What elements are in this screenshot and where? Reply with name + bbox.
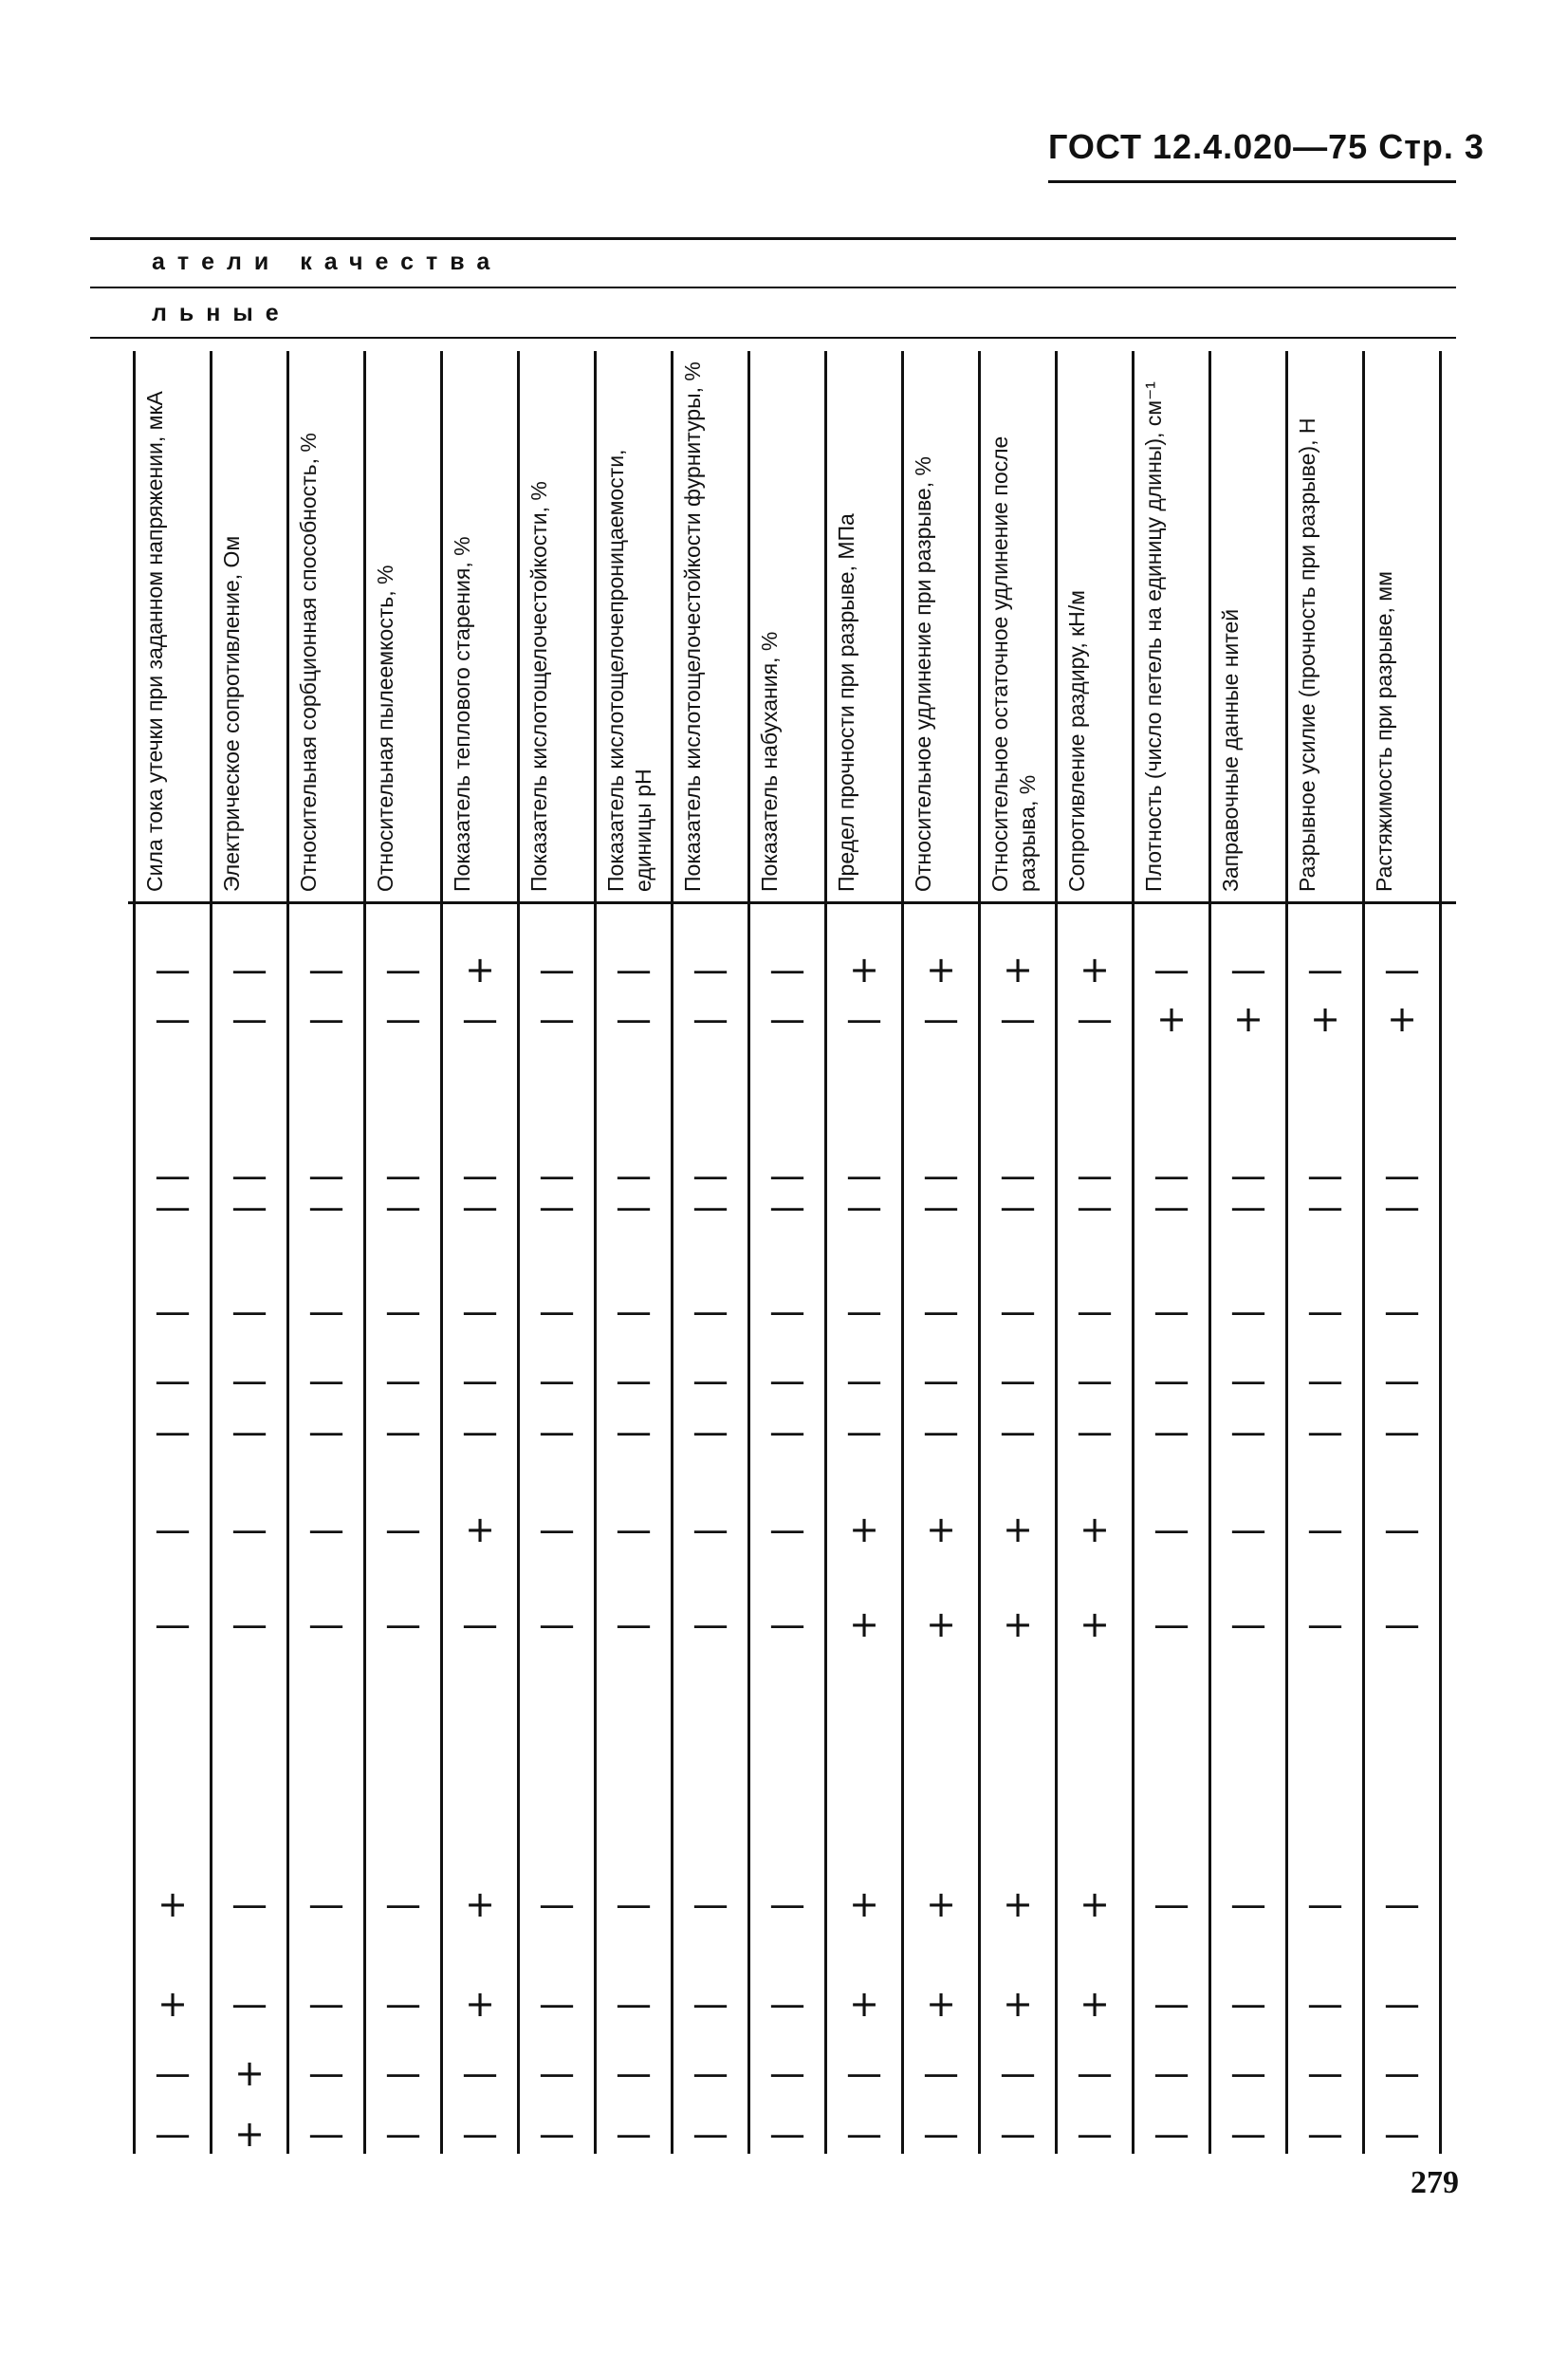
table-cell: + (465, 1509, 495, 1550)
table-cell: — (385, 1883, 421, 1925)
table-cell: + (1079, 949, 1110, 991)
column-rule (286, 351, 289, 2154)
table-cell: — (155, 1509, 191, 1550)
table-cell: — (308, 1290, 344, 1332)
table-cell: — (231, 1603, 267, 1645)
table-cell: — (385, 998, 421, 1040)
column-rule (747, 351, 750, 2154)
column-header-label: Предел прочности при разрыве, МПа (834, 513, 858, 892)
table-cell: — (616, 949, 652, 991)
table-cell: — (1307, 1603, 1343, 1645)
table-cell: + (1079, 1983, 1110, 2025)
table-cell: — (308, 2052, 344, 2094)
table-cell: — (1384, 2113, 1420, 2155)
table-cell: — (231, 1360, 267, 1401)
table-cell: — (1307, 1155, 1343, 1196)
column-header (827, 351, 903, 901)
table-cell: — (1000, 1290, 1036, 1332)
table-cell: — (539, 1155, 575, 1196)
table-cell: — (1000, 2113, 1036, 2155)
table-cell: + (849, 1509, 879, 1550)
table-cell: — (616, 1603, 652, 1645)
table-cell: — (692, 2052, 729, 2094)
table-cell: — (385, 2113, 421, 2155)
table-cell: — (308, 1155, 344, 1196)
table-cell: — (231, 1290, 267, 1332)
column-header-label: Показатель теплового старения, % (450, 536, 474, 892)
table-cell: — (539, 1983, 575, 2025)
table-cell: — (155, 1603, 191, 1645)
table-cell: — (1230, 1290, 1266, 1332)
table-cell: — (462, 1603, 498, 1645)
table-cell: — (692, 1290, 729, 1332)
column-header (1365, 351, 1441, 901)
table-cell: — (692, 2113, 729, 2155)
table-cell: — (1153, 2052, 1190, 2094)
table-cell: — (923, 1155, 959, 1196)
table-cell: — (1307, 2113, 1343, 2155)
table-cell: — (308, 1186, 344, 1228)
table-cell: — (616, 1290, 652, 1332)
table-cell: — (923, 2052, 959, 2094)
table-cell: + (1079, 1603, 1110, 1645)
group-rule-2 (90, 337, 1456, 339)
table-cell: — (1153, 1360, 1190, 1401)
table-cell: — (1384, 1603, 1420, 1645)
group-label-quality: атели качества (152, 249, 503, 275)
table-cell: — (616, 1360, 652, 1401)
table-cell: + (1310, 998, 1340, 1040)
table-cell: — (231, 1411, 267, 1453)
table-cell: — (155, 1411, 191, 1453)
table-cell: — (616, 1155, 652, 1196)
table-cell: — (1000, 1155, 1036, 1196)
table-cell: — (1153, 1983, 1190, 2025)
table-cell: + (849, 1883, 879, 1925)
table-cell: — (155, 1360, 191, 1401)
table-cell: — (846, 1360, 882, 1401)
column-header (673, 351, 749, 901)
column-rule (363, 351, 366, 2154)
table-cell: — (308, 2113, 344, 2155)
table-cell: — (1230, 1509, 1266, 1550)
table-cell: — (539, 1509, 575, 1550)
column-header-label: Сопротивление раздиру, кН/м (1064, 590, 1089, 892)
table-cell: — (1000, 1360, 1036, 1401)
table-cell: + (157, 1983, 188, 2025)
table-cell: — (1384, 1509, 1420, 1550)
table-cell: + (1003, 1883, 1033, 1925)
table-cell: — (539, 998, 575, 1040)
table-cell: — (231, 998, 267, 1040)
column-rule (824, 351, 827, 2154)
table-cell: — (616, 1411, 652, 1453)
table-cell: — (462, 998, 498, 1040)
column-header-label: Показатель набухания, % (757, 631, 782, 892)
table-cell: + (926, 949, 956, 991)
table-cell: + (849, 1983, 879, 2025)
column-header (212, 351, 288, 901)
column-rule (1285, 351, 1288, 2154)
column-header-label: Электрическое сопротивление, Ом (219, 535, 244, 892)
table-cell: + (1003, 1983, 1033, 2025)
table-cell: — (1230, 1983, 1266, 2025)
table-cell: — (1077, 1155, 1113, 1196)
table-cell: — (692, 1186, 729, 1228)
table-cell: — (1153, 1411, 1190, 1453)
table-cell: — (1230, 1603, 1266, 1645)
column-header-label: Относительная пылеемкость, % (373, 565, 397, 892)
document-title: ГОСТ 12.4.020—75 Стр. 3 (1048, 127, 1485, 166)
column-header (1134, 351, 1210, 901)
table-cell: — (308, 1360, 344, 1401)
table-cell: — (155, 1186, 191, 1228)
table-cell: — (616, 2052, 652, 2094)
column-header (1211, 351, 1287, 901)
table-cell: — (923, 1186, 959, 1228)
table-cell: + (1003, 1603, 1033, 1645)
table-cell: — (616, 2113, 652, 2155)
table-cell: — (385, 1509, 421, 1550)
group-rule-1 (90, 287, 1456, 288)
table-cell: — (769, 1411, 805, 1453)
column-header (443, 351, 519, 901)
table-cell: + (1079, 1883, 1110, 1925)
table-cell: — (385, 1186, 421, 1228)
table-cell: — (1307, 1360, 1343, 1401)
table-cell: — (385, 2052, 421, 2094)
table-cell: + (1156, 998, 1187, 1040)
table-cell: — (1077, 998, 1113, 1040)
table-cell: — (769, 949, 805, 991)
column-header-label: Показатель кислотощелочестойкости фурнитуры, % (680, 361, 705, 892)
column-rule (1439, 351, 1442, 2154)
table-cell: — (1384, 949, 1420, 991)
column-rule (978, 351, 981, 2154)
table-cell: — (231, 1155, 267, 1196)
column-header (750, 351, 826, 901)
column-rule (901, 351, 904, 2154)
table-cell: — (155, 2052, 191, 2094)
column-header (1058, 351, 1134, 901)
table-cell: — (1153, 2113, 1190, 2155)
table-cell: — (846, 1411, 882, 1453)
column-header (289, 351, 365, 901)
column-rule (1362, 351, 1365, 2154)
page-number: 279 (1411, 2165, 1459, 2200)
table-cell: — (1307, 1290, 1343, 1332)
table-cell: — (1000, 998, 1036, 1040)
table-cell: — (692, 998, 729, 1040)
header-rule (1048, 180, 1456, 183)
table-cell: — (462, 1186, 498, 1228)
table-cell: — (616, 1186, 652, 1228)
table-cell: — (308, 1411, 344, 1453)
column-header-label: Плотность (число петель на единицу длины), см⁻¹ (1141, 381, 1166, 892)
table-cell: — (1307, 1983, 1343, 2025)
table-cell: — (769, 1360, 805, 1401)
table-cell: — (692, 1603, 729, 1645)
table-cell: — (231, 1883, 267, 1925)
column-header-label: Относительная сорбционная способность, % (296, 433, 321, 892)
table-cell: — (462, 2113, 498, 2155)
table-cell: + (1003, 1509, 1033, 1550)
table-cell: — (769, 2113, 805, 2155)
table-cell: — (308, 949, 344, 991)
table-cell: — (692, 1155, 729, 1196)
table-cell: + (234, 2052, 265, 2094)
table-cell: — (923, 2113, 959, 2155)
table-cell: — (1307, 1411, 1343, 1453)
column-header-label: Разрывное усилие (прочность при разрыве), Н (1295, 417, 1319, 892)
table-cell: + (926, 1509, 956, 1550)
table-cell: — (1153, 1883, 1190, 1925)
table-cell: — (846, 2113, 882, 2155)
table-cell: — (846, 1155, 882, 1196)
table-cell: — (846, 2052, 882, 2094)
table-cell: — (692, 1360, 729, 1401)
table-cell: — (769, 1155, 805, 1196)
column-header-label: Заправочные данные нитей (1218, 608, 1243, 892)
table-cell: — (616, 1883, 652, 1925)
table-cell: — (1230, 1883, 1266, 1925)
table-cell: — (385, 1411, 421, 1453)
table-cell: + (234, 2113, 265, 2155)
table-cell: + (157, 1883, 188, 1925)
table-cell: — (155, 1155, 191, 1196)
table-cell: — (231, 949, 267, 991)
table-cell: — (155, 949, 191, 991)
table-cell: — (923, 1411, 959, 1453)
column-rule (133, 351, 136, 2154)
table-cell: — (1077, 1290, 1113, 1332)
table-cell: — (923, 998, 959, 1040)
table-cell: — (692, 1411, 729, 1453)
column-header-label: Растяжимость при разрыве, мм (1372, 571, 1396, 892)
table-cell: + (926, 1603, 956, 1645)
table-cell: + (849, 1603, 879, 1645)
table-cell: — (1153, 1290, 1190, 1332)
table-cell: — (231, 1509, 267, 1550)
table-cell: + (1079, 1509, 1110, 1550)
table-cell: — (231, 1186, 267, 1228)
table-cell: — (1384, 2052, 1420, 2094)
table-cell: + (1387, 998, 1417, 1040)
table-cell: — (539, 1360, 575, 1401)
table-cell: + (926, 1883, 956, 1925)
table-cell: — (1384, 1411, 1420, 1453)
table-cell: — (1230, 949, 1266, 991)
column-header (1288, 351, 1364, 901)
table-cell: — (1077, 2113, 1113, 2155)
table-cell: — (1153, 1603, 1190, 1645)
table-cell: — (1077, 1360, 1113, 1401)
table-cell: — (769, 998, 805, 1040)
column-rule (210, 351, 212, 2154)
table-cell: — (385, 949, 421, 991)
table-cell: — (462, 1360, 498, 1401)
table-cell: — (462, 2052, 498, 2094)
column-header (520, 351, 596, 901)
column-header (136, 351, 212, 901)
table-cell: — (1000, 2052, 1036, 2094)
table-cell: — (385, 1603, 421, 1645)
table-cell: — (231, 1983, 267, 2025)
column-header (981, 351, 1057, 901)
table-cell: — (616, 1983, 652, 2025)
table-cell: — (692, 949, 729, 991)
table-cell: — (1153, 1155, 1190, 1196)
table-cell: — (539, 1290, 575, 1332)
table-cell: — (1230, 1155, 1266, 1196)
column-header-label: Сила тока утечки при заданном напряжении, мкА (142, 391, 167, 892)
table-cell: + (1233, 998, 1264, 1040)
table-cell: — (769, 1509, 805, 1550)
column-header-label: Показатель кислотощелочестойкости, % (526, 481, 551, 892)
table-top-rule (90, 237, 1456, 240)
table-cell: — (1230, 1360, 1266, 1401)
table-cell: — (1000, 1411, 1036, 1453)
table-cell: — (692, 1509, 729, 1550)
table-cell: — (923, 1290, 959, 1332)
table-cell: — (155, 1290, 191, 1332)
table-cell: — (1384, 1883, 1420, 1925)
table-cell: + (465, 1983, 495, 2025)
table-cell: — (1077, 1186, 1113, 1228)
table-cell: — (462, 1411, 498, 1453)
column-header (366, 351, 442, 901)
table-cell: — (308, 1983, 344, 2025)
table-cell: — (769, 1883, 805, 1925)
column-rule (1055, 351, 1058, 2154)
table-cell: — (1077, 2052, 1113, 2094)
column-rule (1132, 351, 1134, 2154)
table-cell: — (846, 1186, 882, 1228)
column-header-label: Относительное остаточное удлинение после разрыва, % (987, 435, 1040, 892)
table-cell: — (462, 1290, 498, 1332)
table-cell: — (769, 1983, 805, 2025)
column-header-label: Показатель кислотощелочепроницаемости, единицы pH (603, 449, 655, 892)
table-cell: — (1307, 2052, 1343, 2094)
table-cell: — (1307, 1883, 1343, 1925)
table-cell: — (539, 2052, 575, 2094)
table-cell: — (155, 998, 191, 1040)
column-header (904, 351, 980, 901)
table-cell: — (1230, 2052, 1266, 2094)
column-rule (1208, 351, 1211, 2154)
table-cell: — (923, 1360, 959, 1401)
table-cell: — (616, 998, 652, 1040)
table-cell: — (308, 1603, 344, 1645)
table-cell: — (1384, 1360, 1420, 1401)
table-cell: — (616, 1509, 652, 1550)
table-cell: — (692, 1883, 729, 1925)
header-separator (128, 901, 1456, 904)
table-cell: — (539, 949, 575, 991)
table-cell: — (1153, 1509, 1190, 1550)
table-cell: — (308, 998, 344, 1040)
table-cell: — (385, 1155, 421, 1196)
column-rule (440, 351, 443, 2154)
table-cell: — (1153, 1186, 1190, 1228)
table-cell: + (465, 949, 495, 991)
table-cell: — (539, 1883, 575, 1925)
column-header (597, 351, 673, 901)
column-rule (517, 351, 520, 2154)
table-cell: — (1000, 1186, 1036, 1228)
table-cell: — (1230, 2113, 1266, 2155)
table-cell: — (846, 1290, 882, 1332)
table-cell: — (308, 1883, 344, 1925)
table-cell: — (385, 1360, 421, 1401)
table-cell: — (769, 2052, 805, 2094)
table-cell: — (1307, 1186, 1343, 1228)
table-cell: + (465, 1883, 495, 1925)
table-cell: — (1384, 1155, 1420, 1196)
table-cell: — (1230, 1186, 1266, 1228)
table-cell: — (539, 2113, 575, 2155)
table-cell: — (769, 1186, 805, 1228)
group-label-type: льные (152, 300, 291, 326)
table-cell: — (769, 1290, 805, 1332)
table-cell: — (1384, 1290, 1420, 1332)
table-cell: — (385, 1983, 421, 2025)
table-cell: — (1384, 1983, 1420, 2025)
table-cell: — (385, 1290, 421, 1332)
table-cell: — (1307, 1509, 1343, 1550)
table-cell: — (539, 1186, 575, 1228)
table-cell: — (308, 1509, 344, 1550)
table-cell: — (539, 1603, 575, 1645)
table-cell: — (692, 1983, 729, 2025)
table-cell: — (769, 1603, 805, 1645)
table-cell: — (1307, 949, 1343, 991)
table-cell: — (1384, 1186, 1420, 1228)
column-header-label: Относительное удлинение при разрыве, % (911, 456, 935, 892)
table-cell: + (849, 949, 879, 991)
table-cell: — (1230, 1411, 1266, 1453)
table-cell: — (155, 2113, 191, 2155)
table-cell: — (846, 998, 882, 1040)
table-cell: — (1153, 949, 1190, 991)
column-rule (594, 351, 597, 2154)
table-cell: — (1077, 1411, 1113, 1453)
table-cell: — (539, 1411, 575, 1453)
table-cell: — (462, 1155, 498, 1196)
table-cell: + (1003, 949, 1033, 991)
table-cell: + (926, 1983, 956, 2025)
column-rule (671, 351, 673, 2154)
